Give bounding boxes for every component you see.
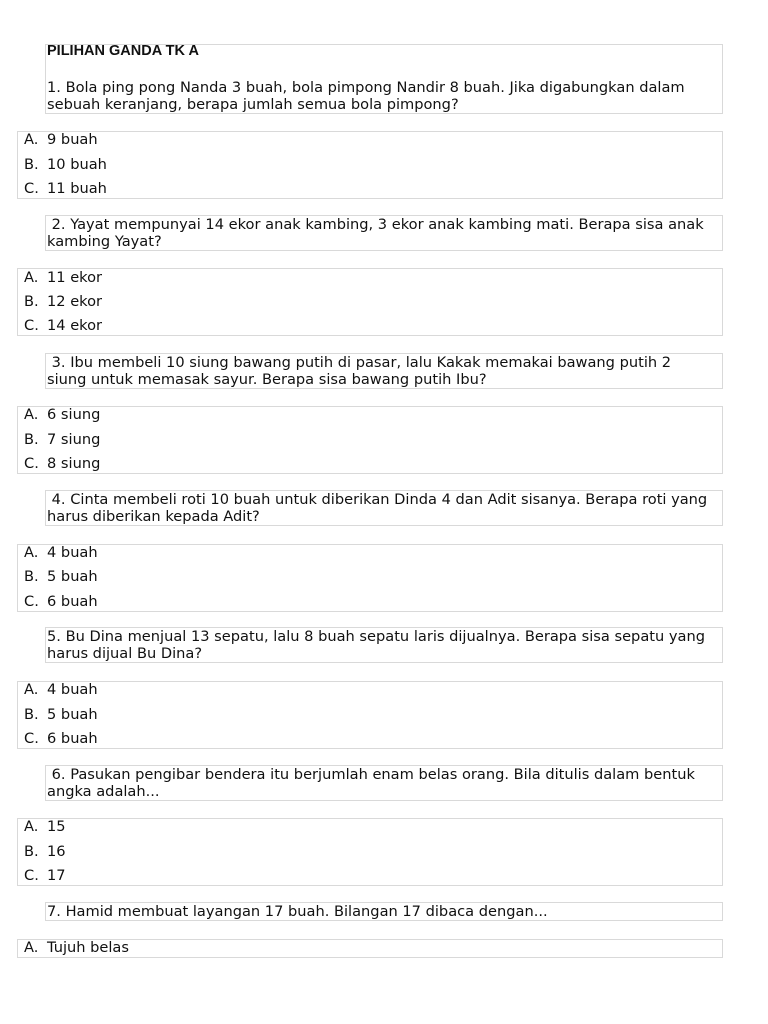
option-text: 8 siung [47,455,101,472]
option-4c[interactable] [24,593,98,610]
option-text: 4 buah [47,681,98,698]
options-4-box [17,544,723,612]
option-letter: B. [24,156,39,173]
option-text: 6 buah [47,730,98,747]
option-2a[interactable] [24,269,102,286]
option-letter: C. [24,730,39,747]
option-4a[interactable] [24,544,98,561]
option-letter: A. [24,818,39,835]
option-letter: B. [24,568,39,585]
option-letter: A. [24,544,39,561]
question-4-text: 4. Cinta membeli roti 10 buah untuk diberikan Dinda 4 dan Adit sisanya. Berapa roti yang harus diberikan kepada Adit? [47,491,712,525]
option-6c[interactable] [24,867,66,884]
question-6-text: 6. Pasukan pengibar bendera itu berjumlah enam belas orang. Bila ditulis dalam bentuk angka adalah... [47,766,700,800]
question-7-text: 7. Hamid membuat layangan 17 buah. Bilangan 17 dibaca dengan... [47,903,548,920]
options-2-box [17,268,723,336]
option-1c[interactable] [24,180,107,197]
option-letter: C. [24,180,39,197]
option-2b[interactable] [24,293,102,310]
options-3-box [17,406,723,474]
option-3a[interactable] [24,406,100,423]
option-3c[interactable] [24,455,100,472]
option-letter: C. [24,317,39,334]
option-letter: A. [24,406,39,423]
option-text: 15 [47,818,66,835]
option-text: 5 buah [47,568,98,585]
option-text: 14 ekor [47,317,103,334]
option-text: 11 buah [47,180,107,197]
option-letter: A. [24,681,39,698]
options-1-box [17,131,723,199]
option-text: 5 buah [47,706,98,723]
option-5a[interactable] [24,681,98,698]
option-text: Tujuh belas [47,939,129,956]
option-text: 4 buah [47,544,98,561]
question-5-text: 5. Bu Dina menjual 13 sepatu, lalu 8 buah sepatu laris dijualnya. Berapa sisa sepatu yang harus dijual Bu Dina? [47,628,710,662]
option-4b[interactable] [24,568,98,585]
page-title: PILIHAN GANDA TK A [47,43,199,59]
option-6b[interactable] [24,843,66,860]
option-letter: B. [24,293,39,310]
options-6-box [17,818,723,886]
option-7a[interactable] [24,939,129,956]
option-5b[interactable] [24,706,98,723]
option-text: 10 buah [47,156,107,173]
question-1-text: 1. Bola ping pong Nanda 3 buah, bola pimpong Nandir 8 buah. Jika digabungkan dalam sebuah keranjang, berapa jumlah semua bola pimpong? [47,79,690,113]
question-2-text: 2. Yayat mempunyai 14 ekor anak kambing, 3 ekor anak kambing mati. Berapa sisa anak kambing Yayat? [47,216,709,250]
options-5-box [17,681,723,749]
option-letter: A. [24,269,39,286]
option-2c[interactable] [24,317,102,334]
option-1a[interactable] [24,131,98,148]
option-letter: B. [24,431,39,448]
option-text: 17 [47,867,66,884]
option-text: 7 siung [47,431,101,448]
option-letter: A. [24,131,39,148]
option-text: 6 siung [47,406,101,423]
option-letter: C. [24,867,39,884]
option-6a[interactable] [24,818,66,835]
option-letter: A. [24,939,39,956]
question-3-text: 3. Ibu membeli 10 siung bawang putih di pasar, lalu Kakak memakai bawang putih 2 siung untuk memasak sayur. Berapa sisa bawang putih Ibu? [47,354,676,388]
option-letter: B. [24,843,39,860]
option-text: 12 ekor [47,293,103,310]
option-1b[interactable] [24,156,107,173]
option-5c[interactable] [24,730,98,747]
option-letter: B. [24,706,39,723]
option-3b[interactable] [24,431,100,448]
option-text: 16 [47,843,66,860]
option-letter: C. [24,455,39,472]
option-letter: C. [24,593,39,610]
option-text: 6 buah [47,593,98,610]
option-text: 11 ekor [47,269,103,286]
option-text: 9 buah [47,131,98,148]
